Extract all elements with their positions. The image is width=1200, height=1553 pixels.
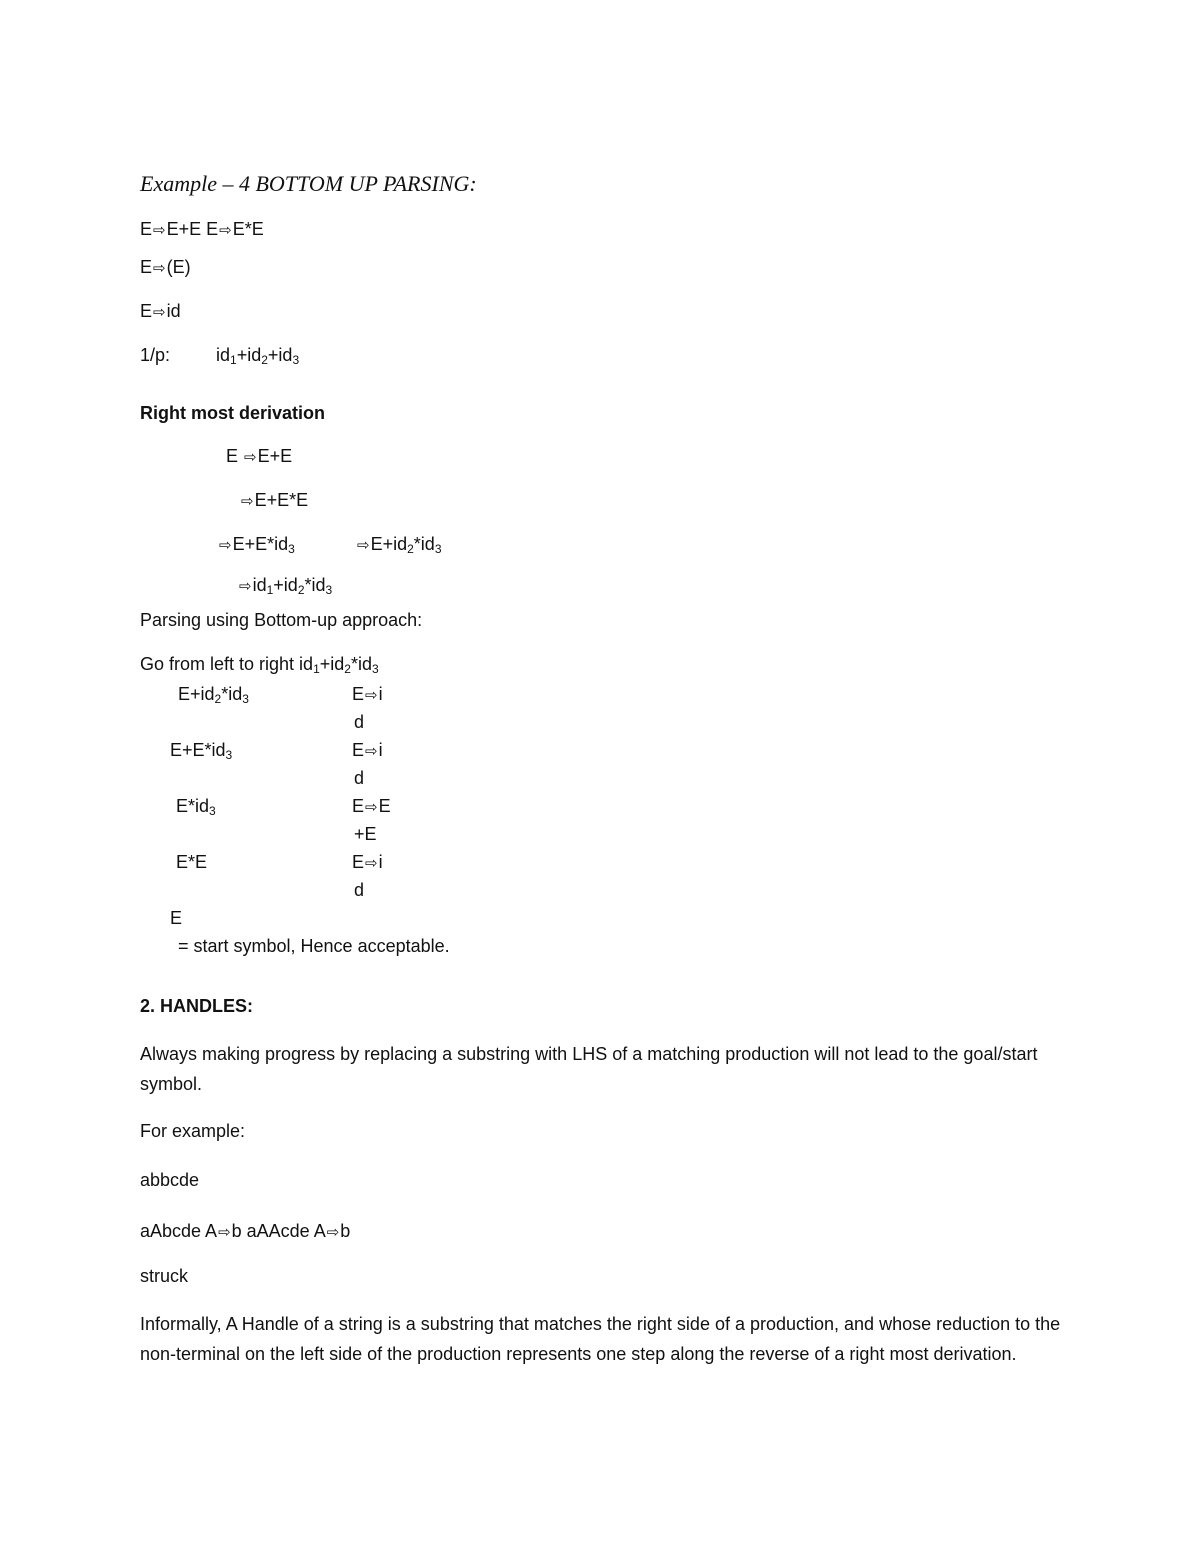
rmd-heading: Right most derivation: [140, 403, 326, 423]
arrow-icon: ⇨: [244, 449, 257, 466]
arrow-icon: ⇨: [239, 578, 252, 595]
reduction-string-2: $E+E*id_3$: [170, 740, 233, 762]
production-line-2: E⇨(E): [140, 257, 191, 277]
reduction-rule-3-cont: +E: [354, 824, 377, 844]
rmd-step-2: ⇨E+E*E: [241, 490, 309, 510]
reduction-rule-1-cont: d: [354, 712, 365, 732]
production-line-3: E⇨id: [140, 301, 181, 321]
handles-heading: 2. HANDLES:: [140, 996, 254, 1016]
bottom-up-heading: Parsing using Bottom-up approach:: [140, 610, 423, 630]
arrow-icon: ⇨: [218, 1224, 231, 1241]
for-example-label: For example:: [140, 1121, 246, 1141]
rmd-step-3b: $⇨E+id_2*id_3$: [357, 534, 442, 556]
arrow-icon: ⇨: [365, 855, 378, 872]
arrow-icon: ⇨: [357, 537, 370, 554]
arrow-icon: ⇨: [365, 687, 378, 704]
reduction-string-4: E*E: [176, 852, 208, 872]
final-conclusion: = start symbol, Hence acceptable.: [178, 936, 450, 956]
reduction-string-3: $E*id_3$: [176, 796, 216, 818]
reduction-string-1: $E+id_2*id_3$: [178, 684, 249, 706]
bottom-up-intro: Go from left to right $id_1+id_2*id_3$: [140, 654, 379, 676]
reduction-rule-3: E⇨E: [352, 796, 391, 816]
reduction-rule-2-cont: d: [354, 768, 365, 788]
example-struck: struck: [140, 1266, 189, 1286]
reduction-rule-4-cont: d: [354, 880, 365, 900]
reduction-rule-4: E⇨i: [352, 852, 383, 872]
handles-paragraph-2: Informally, A Handle of a string is a substring that matches the right side of a production, and whose reduction to the non-terminal on the left side of the production represents one step along the reverse of a right most derivation.: [140, 1314, 1061, 1364]
arrow-icon: ⇨: [365, 743, 378, 760]
example-string-2: aAbcde A⇨b aAAcde A⇨b: [140, 1221, 351, 1241]
final-symbol: E: [170, 908, 183, 928]
arrow-icon: ⇨: [219, 222, 232, 239]
rmd-step-4: $⇨id_1+id_2*id_3$: [239, 575, 333, 597]
handles-paragraph-1: Always making progress by replacing a substring with LHS of a matching production will not lead to the goal/start symbol.: [140, 1044, 1038, 1094]
arrow-icon: ⇨: [241, 493, 254, 510]
production-line-1: E⇨E+E E⇨E*E: [140, 219, 264, 239]
arrow-icon: ⇨: [365, 799, 378, 816]
example-string-1: abbcde: [140, 1170, 200, 1190]
page-title: Example – 4 BOTTOM UP PARSING:: [140, 171, 477, 196]
input-label: 1/p:: [140, 345, 171, 365]
arrow-icon: ⇨: [326, 1224, 340, 1241]
rmd-step-3a: $⇨E+E*id_3$: [219, 534, 295, 556]
reduction-rule-2: E⇨i: [352, 740, 383, 760]
reduction-rule-1: E⇨i: [352, 684, 383, 704]
arrow-icon: ⇨: [219, 537, 232, 554]
arrow-icon: ⇨: [153, 304, 166, 321]
arrow-icon: ⇨: [153, 260, 166, 277]
arrow-icon: ⇨: [153, 222, 166, 239]
rmd-step-1: E ⇨E+E: [226, 446, 293, 466]
input-string: $id_1+id_2+id_3$: [216, 345, 300, 367]
